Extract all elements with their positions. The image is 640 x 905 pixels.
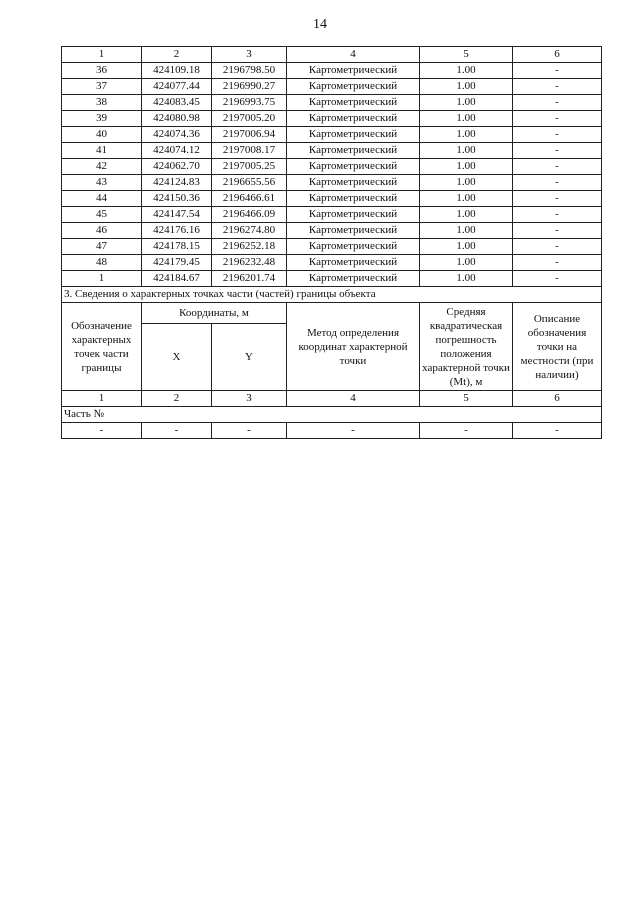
table-row: [62, 223, 602, 239]
designation-header: Обозначение характерных точек части границы: [62, 303, 142, 391]
table-cell: 424184.67: [142, 271, 212, 287]
table-cell: 424124.83: [142, 175, 212, 191]
table-cell: 424150.36: [142, 191, 212, 207]
description-header: Описание обозначения точки на местности (при наличии): [513, 303, 602, 391]
table-row: [62, 63, 602, 79]
col-number: 4: [287, 47, 420, 63]
table-cell: 424176.16: [142, 223, 212, 239]
table-cell: Картометрический: [287, 79, 420, 95]
col-number: 1: [62, 47, 142, 63]
col-number: 2: [142, 47, 212, 63]
table-cell: 42: [62, 159, 142, 175]
table-cell: 424074.36: [142, 127, 212, 143]
table-cell: 46: [62, 223, 142, 239]
column-number-row: [62, 391, 602, 407]
table-cell: -: [420, 423, 513, 439]
table-cell: 1.00: [420, 143, 513, 159]
table-row: [62, 271, 602, 287]
table-cell: 45: [62, 207, 142, 223]
table-row: [62, 207, 602, 223]
table-cell: -: [142, 423, 212, 439]
table-cell: Картометрический: [287, 127, 420, 143]
table-row: [62, 423, 602, 439]
table-cell: 424178.15: [142, 239, 212, 255]
table-row: [62, 95, 602, 111]
table-cell: -: [513, 95, 602, 111]
table-row: [62, 127, 602, 143]
table-cell: 424109.18: [142, 63, 212, 79]
table-cell: 424179.45: [142, 255, 212, 271]
table-cell: Картометрический: [287, 271, 420, 287]
table-cell: 424147.54: [142, 207, 212, 223]
table-cell: 2196232.48: [212, 255, 287, 271]
top-table-body: [62, 47, 602, 287]
table-cell: 38: [62, 95, 142, 111]
col-number: 5: [420, 391, 513, 407]
table-row: [62, 239, 602, 255]
table-cell: -: [513, 423, 602, 439]
page-number: 14: [313, 17, 327, 32]
table-cell: 1.00: [420, 255, 513, 271]
table-cell: 424074.12: [142, 143, 212, 159]
table-cell: 2196466.09: [212, 207, 287, 223]
table-cell: 1.00: [420, 95, 513, 111]
table-cell: Картометрический: [287, 95, 420, 111]
table-row: [62, 143, 602, 159]
section3: [62, 287, 602, 439]
table-cell: 41: [62, 143, 142, 159]
table-row: [62, 79, 602, 95]
table-cell: 1.00: [420, 239, 513, 255]
table-row: [62, 159, 602, 175]
table-row: [62, 255, 602, 271]
table-cell: 424083.45: [142, 95, 212, 111]
table-cell: -: [513, 111, 602, 127]
table-cell: Картометрический: [287, 111, 420, 127]
table-cell: -: [513, 175, 602, 191]
table-cell: 43: [62, 175, 142, 191]
table-cell: 2196993.75: [212, 95, 287, 111]
table-cell: -: [62, 423, 142, 439]
coordinates-table: [61, 46, 602, 439]
table-cell: 2196466.61: [212, 191, 287, 207]
table-cell: Картометрический: [287, 63, 420, 79]
section3-title: 3. Сведения о характерных точках части (частей) границы объекта: [62, 287, 602, 303]
table-cell: Картометрический: [287, 191, 420, 207]
table-cell: 2197008.17: [212, 143, 287, 159]
table-cell: 424080.98: [142, 111, 212, 127]
table-cell: Картометрический: [287, 223, 420, 239]
table-cell: -: [513, 239, 602, 255]
table-cell: 47: [62, 239, 142, 255]
table-cell: 1.00: [420, 127, 513, 143]
table-cell: 1.00: [420, 111, 513, 127]
table-cell: 424062.70: [142, 159, 212, 175]
table-cell: 1.00: [420, 79, 513, 95]
table-cell: -: [513, 79, 602, 95]
col-number: 5: [420, 47, 513, 63]
table-cell: 2196798.50: [212, 63, 287, 79]
table-cell: 1.00: [420, 207, 513, 223]
table-cell: 1.00: [420, 271, 513, 287]
col-number: 1: [62, 391, 142, 407]
table-cell: 39: [62, 111, 142, 127]
col-number: 3: [212, 47, 287, 63]
table-cell: 2196274.80: [212, 223, 287, 239]
table-cell: 424077.44: [142, 79, 212, 95]
table-cell: -: [513, 271, 602, 287]
table-cell: Картометрический: [287, 239, 420, 255]
table-cell: Картометрический: [287, 143, 420, 159]
table-cell: 1.00: [420, 191, 513, 207]
table-cell: 2196990.27: [212, 79, 287, 95]
table-cell: -: [513, 223, 602, 239]
y-header: Y: [212, 324, 287, 391]
table-cell: Картометрический: [287, 175, 420, 191]
error-header: Средняя квадратическая погрешность положения характерной точки (Mt), м: [420, 303, 513, 391]
table-cell: 44: [62, 191, 142, 207]
table-cell: Картометрический: [287, 159, 420, 175]
table-cell: 2197005.25: [212, 159, 287, 175]
table-cell: -: [287, 423, 420, 439]
table-cell: -: [513, 63, 602, 79]
table-cell: 1.00: [420, 159, 513, 175]
table-cell: -: [513, 207, 602, 223]
table-cell: -: [212, 423, 287, 439]
table-cell: 2197005.20: [212, 111, 287, 127]
table-cell: 48: [62, 255, 142, 271]
table-row: [62, 175, 602, 191]
table-cell: 36: [62, 63, 142, 79]
col-number: 2: [142, 391, 212, 407]
table-row: [62, 111, 602, 127]
table-cell: -: [513, 191, 602, 207]
table-cell: 2196655.56: [212, 175, 287, 191]
column-number-row: [62, 47, 602, 63]
table-cell: 2197006.94: [212, 127, 287, 143]
part-label: Часть №: [62, 407, 602, 423]
coordinates-header: Координаты, м: [142, 303, 287, 324]
table-cell: -: [513, 255, 602, 271]
table-cell: 2196201.74: [212, 271, 287, 287]
col-number: 6: [513, 47, 602, 63]
table-cell: 1.00: [420, 63, 513, 79]
table-cell: 40: [62, 127, 142, 143]
col-number: 3: [212, 391, 287, 407]
x-header: X: [142, 324, 212, 391]
method-header: Метод определения координат характерной точки: [287, 303, 420, 391]
table-cell: 2196252.18: [212, 239, 287, 255]
table-row: [62, 191, 602, 207]
table-cell: 1.00: [420, 223, 513, 239]
table-cell: 1: [62, 271, 142, 287]
col-number: 4: [287, 391, 420, 407]
col-number: 6: [513, 391, 602, 407]
table-cell: -: [513, 143, 602, 159]
table-cell: 37: [62, 79, 142, 95]
table-cell: 1.00: [420, 175, 513, 191]
table-cell: Картометрический: [287, 255, 420, 271]
table-cell: -: [513, 159, 602, 175]
table-cell: -: [513, 127, 602, 143]
table-cell: Картометрический: [287, 207, 420, 223]
